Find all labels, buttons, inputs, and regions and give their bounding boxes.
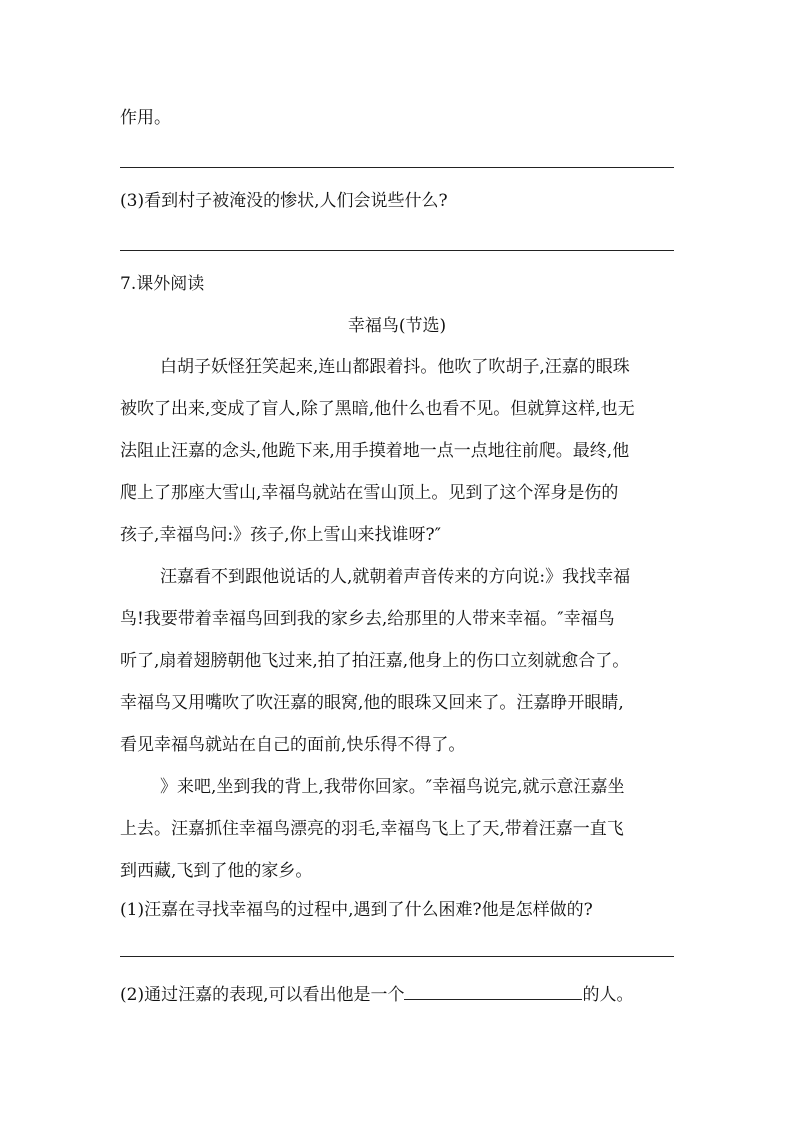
answer-line[interactable] <box>120 250 674 251</box>
section-heading: 7.课外阅读 <box>120 274 205 294</box>
answer-line[interactable] <box>120 167 674 168</box>
passage-line: 上去。汪嘉抓住幸福鸟漂亮的羽毛,幸福鸟飞上了天,带着汪嘉一直飞 <box>120 819 624 839</box>
passage-line: 法阻止汪嘉的念头,他跪下来,用手摸着地一点一点地往前爬。最终,他 <box>120 441 630 461</box>
passage-line: 幸福鸟又用嘴吹了吹汪嘉的眼窝,他的眼珠又回来了。汪嘉睁开眼睛, <box>120 693 624 713</box>
passage-line: 爬上了那座大雪山,幸福鸟就站在雪山顶上。见到了这个浑身是伤的 <box>120 483 619 503</box>
question-2 <box>120 981 633 1007</box>
passage-line: 汪嘉看不到跟他说话的人,就朝着声音传来的方向说:》我找幸福 <box>160 567 631 587</box>
passage-line: 》来吧,坐到我的背上,我带你回家。″幸福鸟说完,就示意汪嘉坐 <box>160 777 625 797</box>
passage-line: 白胡子妖怪狂笑起来,连山都跟着抖。他吹了吹胡子,汪嘉的眼珠 <box>160 357 630 377</box>
previous-answer-tail: 作用。 <box>120 108 171 128</box>
passage-line: 鸟!我要带着幸福鸟回到我的家乡去,给那里的人带来幸福。″幸福鸟 <box>120 609 615 629</box>
passage-line: 孩子,幸福鸟问:》孩子,你上雪山来找谁呀?″ <box>120 525 441 545</box>
question-1: (1)汪嘉在寻找幸福鸟的过程中,遇到了什么困难?他是怎样做的? <box>120 900 593 920</box>
passage-title: 幸福鸟(节选) <box>347 316 447 336</box>
question-2-suffix: 的人。 <box>582 985 634 1005</box>
passage-line: 被吹了出来,变成了盲人,除了黑暗,他什么也看不见。但就算这样,也无 <box>120 399 635 419</box>
passage-line: 听了,扇着翅膀朝他飞过来,拍了拍汪嘉,他身上的伤口立刻就愈合了。 <box>120 651 630 671</box>
question-3: (3)看到村子被淹没的惨状,人们会说些什么? <box>120 191 448 211</box>
passage-line: 到西藏,飞到了他的家乡。 <box>120 861 313 881</box>
fill-in-blank[interactable] <box>404 981 582 1000</box>
passage-line: 看见幸福鸟就站在自己的面前,快乐得不得了。 <box>120 735 466 755</box>
question-2-prefix: (2)通过汪嘉的表现,可以看出他是一个 <box>120 985 405 1005</box>
answer-line[interactable] <box>120 956 674 957</box>
